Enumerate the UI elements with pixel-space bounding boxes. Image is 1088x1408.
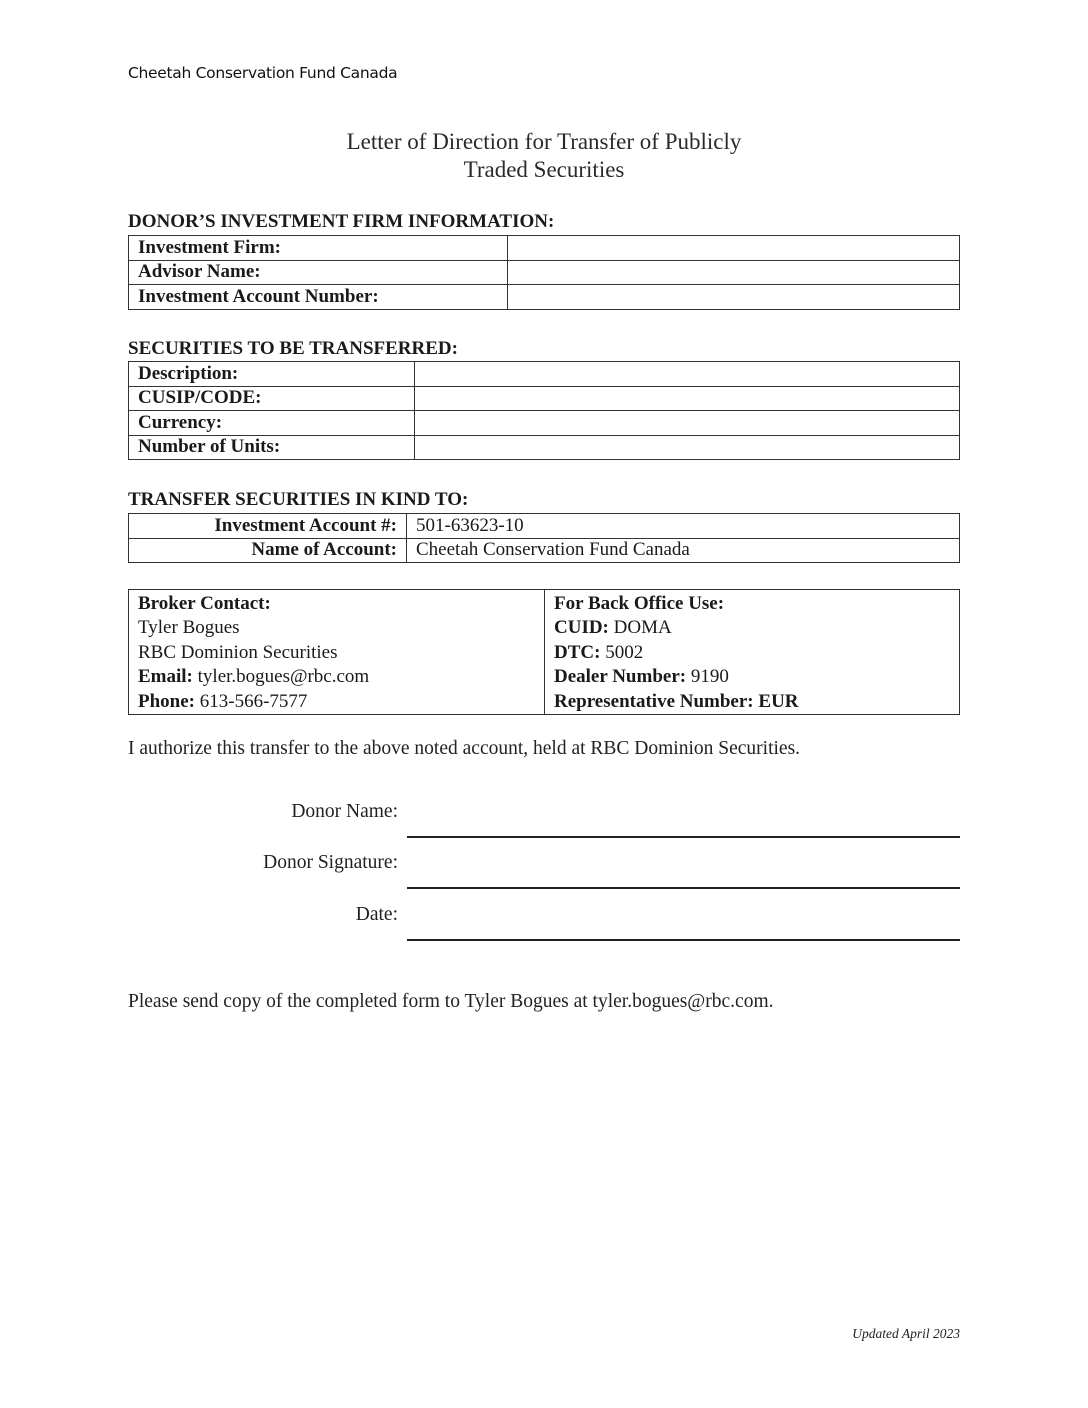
currency-field[interactable] bbox=[415, 411, 960, 436]
transfer-to-table bbox=[128, 513, 960, 563]
investment-account-label: Investment Account #: bbox=[129, 514, 407, 539]
investment-firm-field[interactable] bbox=[508, 236, 960, 261]
donor-name-label: Donor Name: bbox=[291, 801, 398, 822]
page-title bbox=[128, 128, 960, 184]
name-of-account-value: Cheetah Conservation Fund Canada bbox=[407, 538, 960, 563]
donor-firm-table bbox=[128, 235, 960, 310]
investment-account-number-field[interactable] bbox=[508, 285, 960, 310]
table-row bbox=[129, 411, 960, 436]
broker-contact-table bbox=[128, 589, 960, 715]
back-office-heading: For Back Office Use: bbox=[554, 593, 725, 614]
name-of-account-label: Name of Account: bbox=[129, 538, 407, 563]
broker-email: Email: tyler.bogues@rbc.com bbox=[138, 666, 370, 688]
broker-phone: Phone: 613-566-7577 bbox=[138, 690, 308, 712]
table-row bbox=[129, 386, 960, 411]
instructions-text: Please send copy of the completed form to Tyler Bogues at tyler.bogues@rbc.com. bbox=[128, 991, 774, 1012]
dtc-row: DTC: 5002 bbox=[554, 641, 644, 663]
title-line-1: Letter of Direction for Transfer of Publicly bbox=[346, 129, 742, 154]
updated-date: Updated April 2023 bbox=[852, 1326, 960, 1341]
cuid-row: CUID: DOMA bbox=[554, 617, 672, 639]
representative-number-row: Representative Number: EUR bbox=[554, 690, 799, 712]
title-line-2: Traded Securities bbox=[463, 157, 625, 182]
table-row bbox=[129, 590, 960, 715]
donor-signature-line[interactable] bbox=[407, 887, 960, 889]
donor-name-line[interactable] bbox=[407, 836, 960, 838]
organization-header: Cheetah Conservation Fund Canada bbox=[128, 64, 398, 82]
table-row bbox=[129, 538, 960, 563]
securities-heading: SECURITIES TO BE TRANSFERRED: bbox=[128, 338, 458, 359]
donor-firm-heading: DONOR’S INVESTMENT FIRM INFORMATION: bbox=[128, 211, 555, 232]
date-label: Date: bbox=[355, 904, 398, 925]
investment-account-number-label: Investment Account Number: bbox=[129, 285, 508, 310]
securities-table bbox=[128, 361, 960, 460]
dealer-number-row: Dealer Number: 9190 bbox=[554, 666, 729, 688]
broker-name: Tyler Bogues bbox=[138, 617, 240, 639]
date-line[interactable] bbox=[407, 939, 960, 941]
description-label: Description: bbox=[129, 362, 415, 387]
table-row bbox=[129, 435, 960, 460]
table-row bbox=[129, 285, 960, 310]
donor-signature-label: Donor Signature: bbox=[263, 852, 398, 873]
authorization-statement: I authorize this transfer to the above noted account, held at RBC Dominion Securities. bbox=[128, 738, 801, 759]
broker-email-link[interactable]: tyler.bogues@rbc.com bbox=[197, 666, 370, 688]
description-field[interactable] bbox=[415, 362, 960, 387]
currency-label: Currency: bbox=[129, 411, 415, 436]
table-row bbox=[129, 514, 960, 539]
broker-firm: RBC Dominion Securities bbox=[138, 641, 338, 663]
table-row bbox=[129, 362, 960, 387]
number-of-units-label: Number of Units: bbox=[129, 435, 415, 460]
back-office-cell bbox=[545, 590, 960, 715]
investment-account-value: 501-63623-10 bbox=[407, 514, 960, 539]
broker-contact-cell bbox=[129, 590, 545, 715]
table-row bbox=[129, 260, 960, 285]
broker-contact-heading: Broker Contact: bbox=[138, 593, 271, 614]
investment-firm-label: Investment Firm: bbox=[129, 236, 508, 261]
advisor-name-field[interactable] bbox=[508, 260, 960, 285]
cusip-code-label: CUSIP/CODE: bbox=[129, 386, 415, 411]
number-of-units-field[interactable] bbox=[415, 435, 960, 460]
advisor-name-label: Advisor Name: bbox=[129, 260, 508, 285]
transfer-to-heading: TRANSFER SECURITIES IN KIND TO: bbox=[128, 489, 469, 510]
cusip-code-field[interactable] bbox=[415, 386, 960, 411]
table-row bbox=[129, 236, 960, 261]
